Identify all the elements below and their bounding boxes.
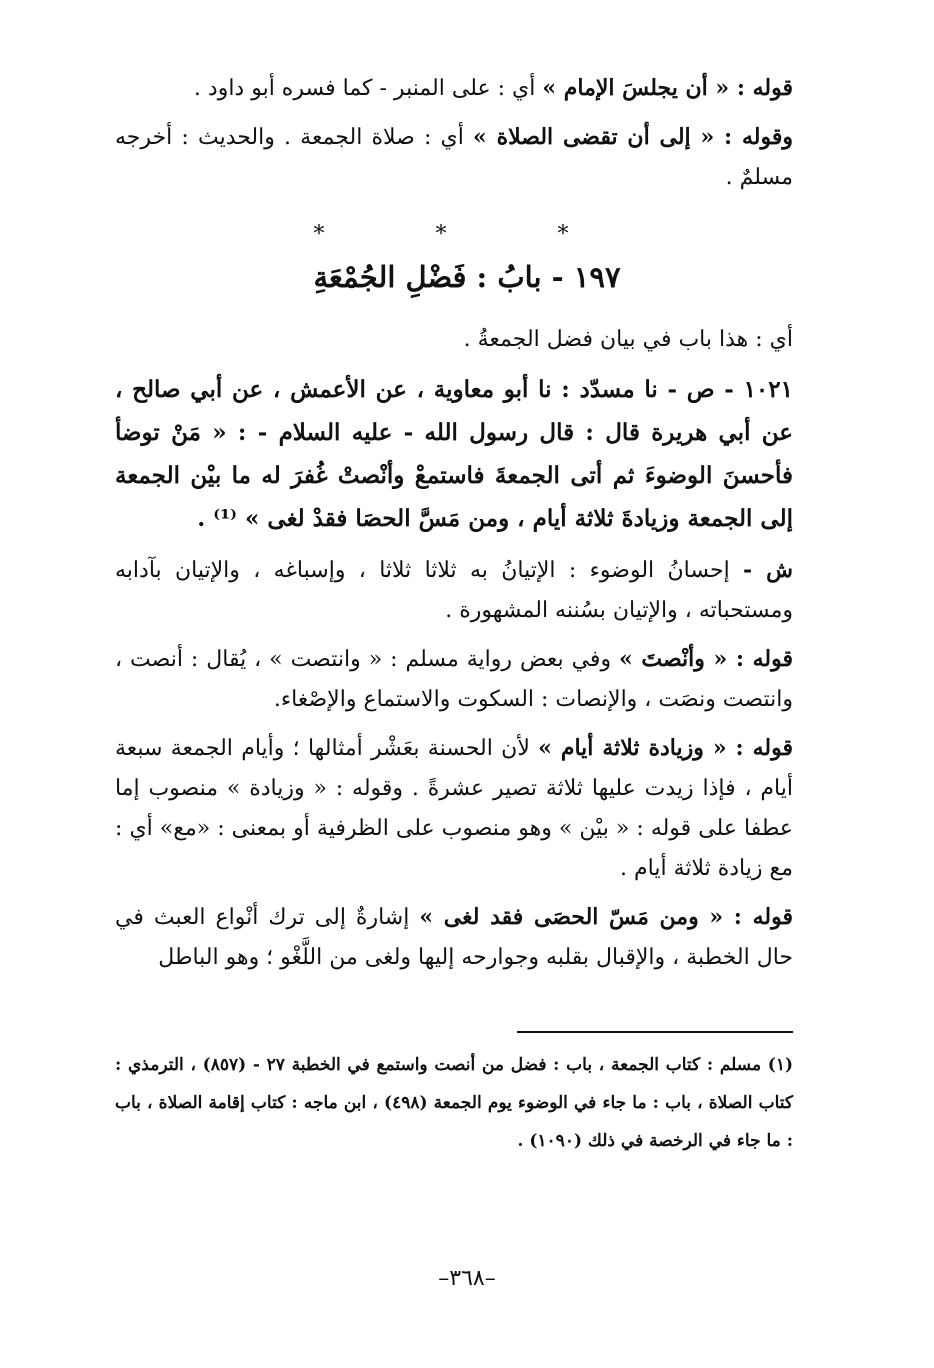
paragraph-text: أي : على المنبر - كما فسره أبو داود .	[193, 76, 543, 101]
section-separator: * * *	[313, 222, 621, 247]
commentary-three-days	[115, 728, 793, 889]
top-section	[115, 68, 793, 198]
chapter-intro: أي : هذا باب في بيان فضل الجمعةُ .	[463, 327, 793, 352]
footnote-section	[115, 1046, 793, 1160]
paragraph-text: إشارةٌ إلى ترك أنْواع العبث في حال الخطبة ، والإقبال بقلبه وجوارحه إليها ولغى من اللَّغْو ؛ وهو الباطل	[115, 905, 793, 970]
page-number: –٣٦٨–	[438, 1266, 496, 1291]
hadith-text: ١٠٢١ - ص - نا مسدّد : نا أبو معاوية ، عن الأعمش ، عن أبي صالح ، عن أبي هريرة قال : قال رسول الله - عليه السلام - : « مَنْ توضأ فأحسنَ الوضوءَ ثم أتى الجمعةَ فاستمعْ وأنْصتْ غُفرَ له ما بيْن الجمعة إلى الجمعة وزيادةَ ثلاثة أيام ، ومن مَسَّ الحصَا فقدْ لغى » ⁽¹⁾ .	[115, 376, 793, 532]
quote-lead: ش -	[743, 557, 793, 583]
quote-lead: وقوله : « إلى أن تقضى الصلاة »	[473, 124, 794, 150]
quote-lead: قوله : « وزيادة ثلاثة أيام »	[538, 735, 793, 761]
paragraph-text: أي : صلاة الجمعة . والحديث : أخرجه مسلمٌ .	[115, 125, 793, 190]
quote-lead: قوله : « أن يجلسَ الإمام »	[542, 75, 793, 101]
paragraph-imam-sitting	[115, 68, 793, 109]
paragraph-prayer-end	[115, 117, 793, 198]
quote-lead: قوله : « ومن مَسّ الحصَى فقد لغى »	[419, 904, 793, 930]
commentary-wudu	[115, 550, 793, 631]
commentary-ansat	[115, 639, 793, 720]
paragraph-text: إحسانُ الوضوء : الإتيانُ به ثلاثا ثلاثا ، وإسباغه ، والإتيان بآدابه ومستحباته ، والإتيان بسُننه المشهورة .	[115, 558, 793, 623]
chapter-title: ١٩٧ - بابُ : فَضْلِ الجُمْعَةِ	[313, 260, 621, 294]
main-section	[115, 320, 793, 978]
paragraph-text: لأن الحسنة بعَشْر أمثالها ؛ وأيام الجمعة سبعة أيام ، فإذا زيدت عليها ثلاثة تصير عشرةً . وقوله : « وزيادة » منصوب إما عطفا على قوله : « بيْن » وهو منصوب على الظرفية أو بمعنى : «مع» أي : مع زيادة ثلاثة أيام .	[115, 736, 793, 881]
footnote-divider	[517, 1031, 793, 1033]
quote-lead: قوله : « وأنْصتَ »	[619, 646, 793, 672]
commentary-pebbles	[115, 897, 793, 978]
footnote-text: (١) مسلم : كتاب الجمعة ، باب : فضل من أنصت واستمع في الخطبة ٢٧ - (٨٥٧) ، الترمذي : كتاب الصلاة ، باب : ما جاء في الوضوء يوم الجمعة (٤٩٨) ، ابن ماجه : كتاب إقامة الصلاة ، باب : ما جاء في الرخصة في ذلك (١٠٩٠) .	[115, 1055, 794, 1151]
paragraph-text: وفي بعض رواية مسلم : « وانتصت » ، يُقال : أنصت ، وانتصت ونصَت ، والإنصات : السكوت والاستماع والإصْغاء.	[115, 647, 793, 712]
